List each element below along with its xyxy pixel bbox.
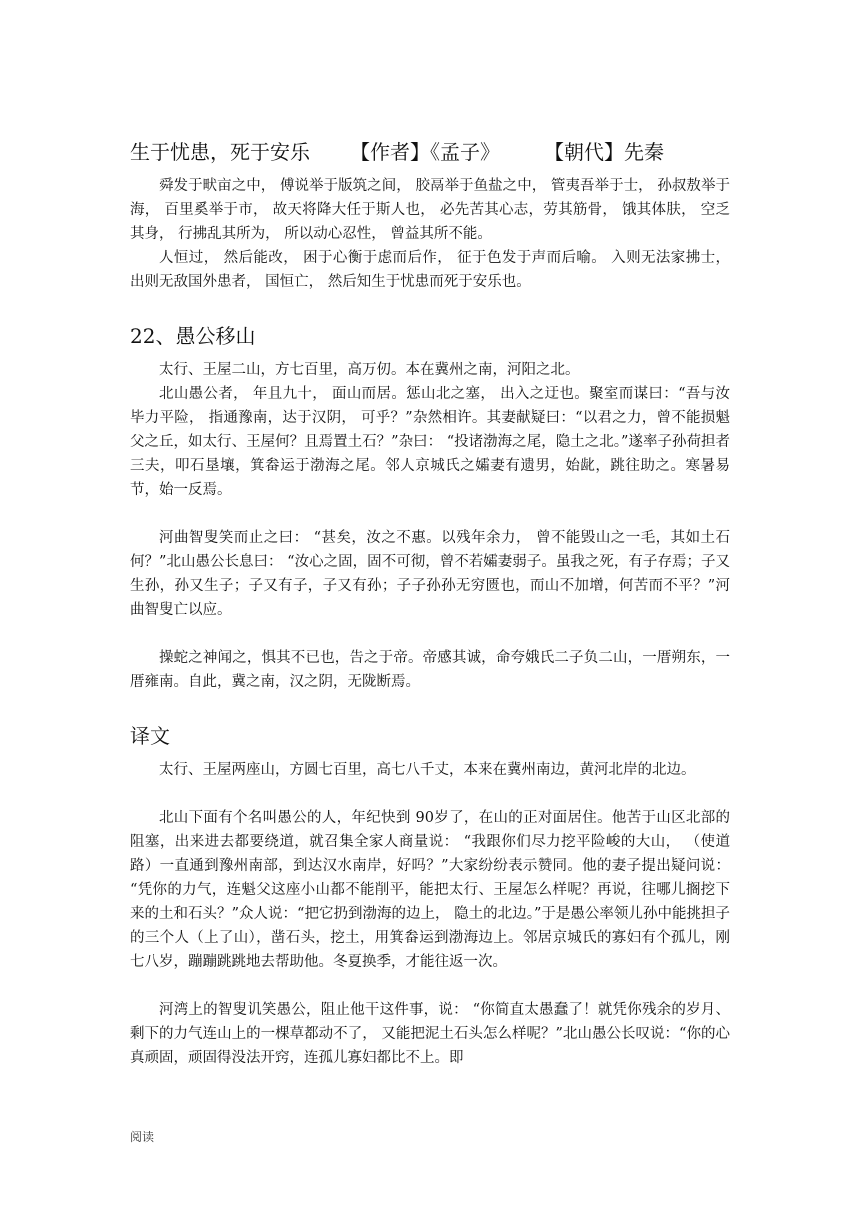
paragraph: 太行、王屋二山，方七百里，高万仞。本在冀州之南，河阳之北。 — [159, 362, 580, 378]
paragraph: 河湾上的智叟讥笑愚公，阻止他干这件事，说： “你简直太愚蠢了！就凭你残余的岁月、剩下的力气连山上的一棵草都动不了， 又能把泥土石头怎么样呢？”北山愚公长叹说：“你的心真顽固，顽固得没法开窍，连孤儿寡妇都比不上。即 — [130, 1002, 730, 1066]
section-heading-yugong: 22、愚公移山 — [130, 324, 256, 348]
paragraph: 北山下面有个名叫愚公的人，年纪快到 90岁了，在山的正对面居住。他苦于山区北部的阻塞，出来进去都要绕道，就召集全家人商量说： “我跟你们尽力挖平险峻的大山， （使道路）一直通到豫州南部，到达汉水南岸，好吗？”大家纷纷表示赞同。他的妻子提出疑问说： “凭你的力气，连魁父这座小山都不能削平，能把太行、王屋怎么样呢？再说，往哪儿搁挖下来的土和石头？”众人说：“把它扔到渤海的边上， 隐土的北边。”于是愚公率领儿孙中能挑担子的三个人（上了山），凿石头，挖土，用箕畚运到渤海边上。邻居京城氏的寡妇有个孤儿，刚七八岁，蹦蹦跳跳地去帮助他。冬夏换季，才能往返一次。 — [130, 810, 730, 970]
section-heading-translation: 译文 — [130, 724, 170, 748]
document-page — [130, 138, 730, 1070]
paragraph: 人恒过， 然后能改， 困于心衡于虑而后作， 征于色发于声而后喻。 入则无法家拂士， 出则无敌国外患者， 国恒亡， 然后知生于忧患而死于安乐也。 — [130, 250, 730, 290]
paragraph: 河曲智叟笑而止之曰： “甚矣，汝之不惠。以残年余力， 曾不能毁山之一毛，其如土石何？”北山愚公长息曰： “汝心之固，固不可彻，曾不若孀妻弱子。虽我之死，有子存焉；子又生孙，孙又生子；子又有子，子又有孙；子子孙孙无穷匮也，而山不加增，何苦而不平？”河曲智叟亡以应。 — [130, 530, 730, 618]
page-footer: 阅读 — [130, 1130, 155, 1144]
paragraph: 太行、王屋两座山，方圆七百里，高七八千丈，本来在冀州南边，黄河北岸的北边。 — [159, 762, 696, 778]
paragraph: 操蛇之神闻之，惧其不已也，告之于帝。帝感其诚，命夸娥氏二子负二山，一厝朔东，一厝雍南。自此，冀之南，汉之阴，无陇断焉。 — [130, 650, 730, 690]
author-tag: 【作者】《孟子》 — [350, 140, 500, 164]
poem-title-line — [130, 138, 730, 166]
paragraph: 北山愚公者， 年且九十， 面山而居。惩山北之塞， 出入之迂也。聚室而谋曰：“吾与汝毕力平险， 指通豫南，达于汉阴， 可乎？”杂然相许。其妻献疑曰：“以君之力，曾不能损魁父之丘，如太行、王屋何？且焉置土石？”杂曰： “投诸渤海之尾，隐土之北。”遂率子孙荷担者三夫，叩石垦壤，箕畚运于渤海之尾。邻人京城氏之孀妻有遗男，始龀，跳往助之。寒暑易节，始一反焉。 — [130, 386, 730, 498]
poem-title: 生于忧患，死于安乐 — [130, 140, 310, 164]
paragraph: 舜发于畎亩之中， 傅说举于版筑之间， 胶鬲举于鱼盐之中， 管夷吾举于士， 孙叔敖举于海， 百里奚举于市， 故天将降大任于斯人也， 必先苦其心志，劳其筋骨， 饿其体肤， 空乏其身， 行拂乱其所为， 所以动心忍性， 曾益其所不能。 — [130, 178, 730, 242]
dynasty-tag: 【朝代】先秦 — [544, 140, 664, 164]
